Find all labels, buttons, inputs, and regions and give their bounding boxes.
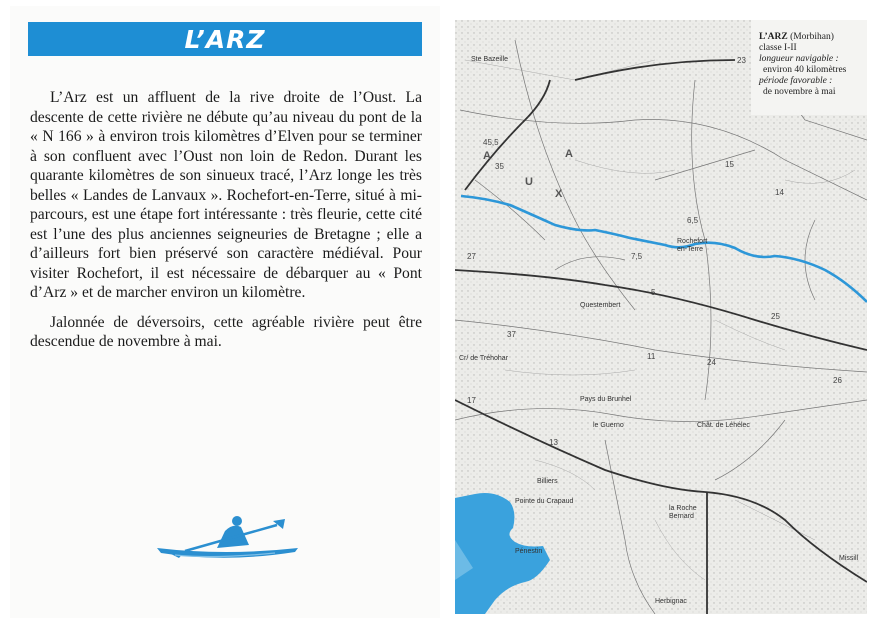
landes-letter-x: X xyxy=(555,188,563,200)
place-roche-2: Bernard xyxy=(669,513,694,520)
road-number-3: 27 xyxy=(467,252,476,261)
legend-class: classe I-II xyxy=(759,43,797,53)
place-rochefort: Rochefort xyxy=(677,238,708,245)
landes-letter-u: U xyxy=(525,176,533,188)
road-number-1: 45,5 xyxy=(483,138,499,147)
text-page xyxy=(10,6,440,618)
map-legend xyxy=(751,20,867,115)
place-questembert: Questembert xyxy=(580,302,621,309)
map-page xyxy=(455,20,867,614)
place-pointe: Pointe du Crapaud xyxy=(515,498,574,505)
road-number-13: 5 xyxy=(651,288,656,297)
place-trehohar: Cr/ de Tréhohar xyxy=(459,355,509,362)
place-guerno: le Guerno xyxy=(593,422,624,429)
paragraph-1: L’Arz est un affluent de la rive droite de l’Oust. La descente de cette rivière ne débute qu’au niveau du pont de la « N 166 » à environ trois kilomètres d’Elven pour se terminer à son confluent avec l’Oust non loin de Redon. Durant les quarante kilomètres de son sinueux tracé, l’Arz longe les très belles « Landes de Lanvaux ». Rochefort-en-Terre, situé à mi-parcours, est une étape fort intéressante : très fleurie, cette cité est l’une des plus anciennes seigneuries de Bretagne ; elle a d’ailleurs fort bien préservé son caractère médiéval. Pour visiter Rochefort, il est nécessaire de débarquer au « Pont d’Arz » et de marcher environ un kilomètre. xyxy=(30,89,422,301)
road-number-4: 6,5 xyxy=(687,216,699,225)
article-body xyxy=(30,88,422,362)
road-number-12: 26 xyxy=(833,376,842,385)
road-number-2: 35 xyxy=(495,162,504,171)
legend-period-value: de novembre à mai xyxy=(763,87,836,97)
kayaker-icon xyxy=(155,511,300,561)
legend-length-value: environ 40 kilomètres xyxy=(763,65,847,75)
place-herbignac: Herbignac xyxy=(655,598,687,605)
landes-letter-a-2: A xyxy=(565,148,573,160)
landes-letter-a: A xyxy=(483,150,491,162)
legend-river: L’ARZ xyxy=(759,32,788,42)
place-ste-bazeille: Ste Bazeille xyxy=(471,56,508,63)
road-number-7: 14 xyxy=(775,188,784,197)
place-pays: Pays du Brunhel xyxy=(580,396,632,403)
road-number-5: 7,5 xyxy=(631,252,643,261)
place-penestin: Pénestin xyxy=(515,548,543,555)
place-rochefort-2: en-Terre xyxy=(677,246,704,253)
page-title: L’ARZ xyxy=(184,24,266,54)
road-number-10: 23 xyxy=(737,56,746,65)
legend-region: (Morbihan) xyxy=(790,32,834,42)
road-number-11: 15 xyxy=(725,160,734,169)
road-number-15: 37 xyxy=(507,330,516,339)
road-number-9: 13 xyxy=(549,438,558,447)
place-chateau: Chât. de Léhélec xyxy=(697,422,750,429)
title-banner xyxy=(28,22,422,56)
road-number-8: 17 xyxy=(467,396,476,405)
road-number-16: 24 xyxy=(707,358,716,367)
place-missill: Missill xyxy=(839,555,859,562)
paragraph-2: Jalonnée de déversoirs, cette agréable rivière peut être descendue de novembre à mai. xyxy=(30,313,422,350)
road-number-6: 25 xyxy=(771,312,780,321)
legend-period-label: période favorable : xyxy=(759,76,833,86)
legend-length-label: longueur navigable : xyxy=(759,54,839,64)
place-roche-1: la Roche xyxy=(669,505,697,512)
road-number-14: 11 xyxy=(647,352,656,361)
place-billiers: Billiers xyxy=(537,478,558,485)
